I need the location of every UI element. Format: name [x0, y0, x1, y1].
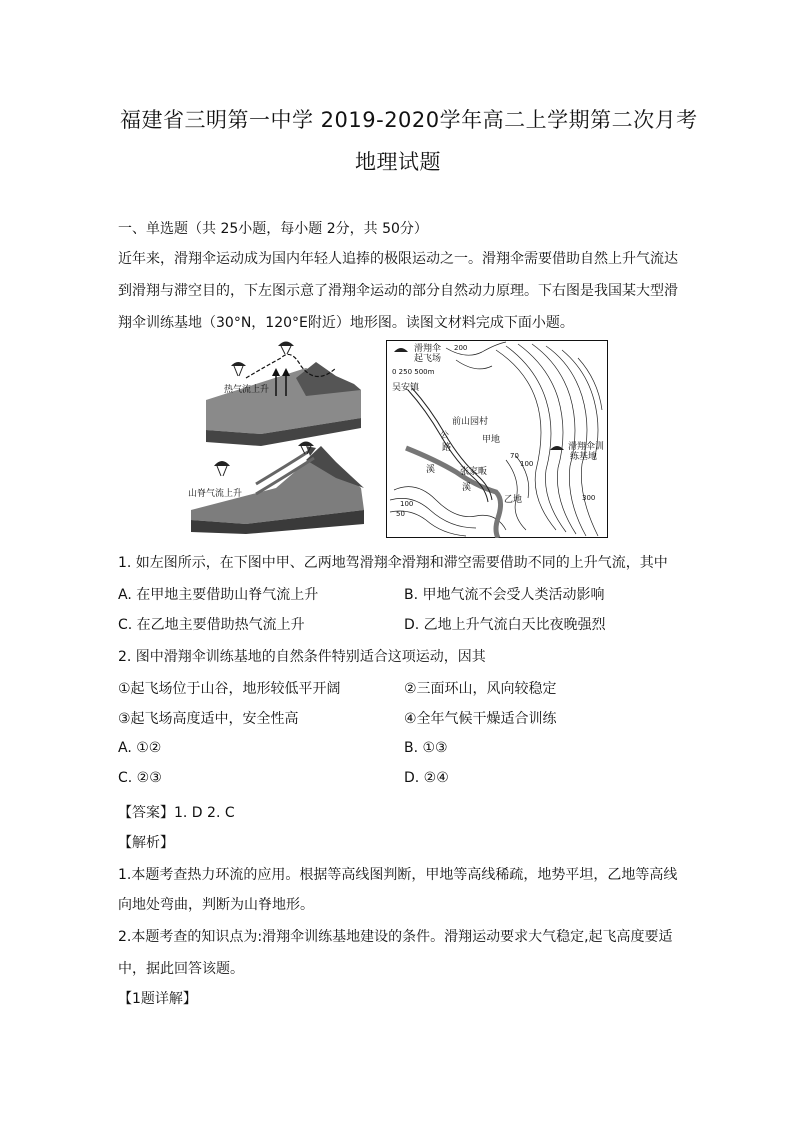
label-base-2: 练基地	[570, 452, 598, 462]
thermal-terrain-illustration	[206, 354, 361, 446]
detail-heading: 【1题详解】	[118, 991, 197, 1007]
label-road-1: 公	[440, 431, 450, 441]
intro-line-2: 到滑翔与滞空目的，下左图示意了滑翔伞运动的部分自然动力原理。下右图是我国某大型滑	[118, 283, 678, 299]
q1-option-d: D. 乙地上升气流白天比夜晚强烈	[404, 617, 606, 633]
q2-stem: 2. 图中滑翔伞训练基地的自然条件特别适合这项运动，因其	[118, 649, 486, 665]
label-ridge: 山脊气流上升	[188, 489, 243, 499]
contour-label: 50	[396, 510, 405, 518]
contour-label: 200	[454, 344, 468, 352]
q2-statement-4: ④全年气候干燥适合训练	[404, 711, 557, 727]
label-yi: 乙地	[504, 495, 523, 505]
contour-label: 100	[520, 460, 534, 468]
analysis-p2-line2: 中，据此回答该题。	[118, 961, 244, 977]
q1-option-a: A. 在甲地主要借助山脊气流上升	[118, 587, 319, 603]
section-heading: 一、单选题（共 25小题，每小题 2分，共 50分）	[118, 221, 428, 237]
answer-line: 【答案】1. D 2. C	[118, 805, 235, 821]
contour-label: 300	[582, 494, 596, 502]
label-base-1: 滑翔伞训	[568, 442, 605, 452]
paraglider-icon	[214, 461, 230, 476]
analysis-heading: 【解析】	[118, 835, 174, 851]
analysis-p1-line2: 向地处弯曲，判断为山脊地形。	[118, 897, 314, 913]
q2-option-b: B. ①③	[404, 740, 448, 756]
q2-statement-3: ③起飞场高度适中，安全性高	[118, 711, 299, 727]
q2-statement-2: ②三面环山，风向较稳定	[404, 681, 557, 697]
paraglider-icon	[231, 362, 246, 376]
figure-airflow-diagram	[186, 338, 374, 534]
page-subtitle: 地理试题	[355, 150, 441, 174]
svg-text:起飞场: 起飞场	[414, 354, 442, 364]
svg-text:0 250 500m: 0 250 500m	[392, 368, 435, 376]
contour-label: 100	[400, 500, 414, 508]
paraglider-icon	[278, 342, 294, 355]
q2-statement-1: ①起飞场位于山谷，地形较低平开阔	[118, 681, 341, 697]
q1-option-b: B. 甲地气流不会受人类活动影响	[404, 587, 605, 603]
q2-option-a: A. ①②	[118, 740, 162, 756]
label-road-2: 路	[442, 443, 452, 453]
label-jia: 甲地	[482, 435, 501, 445]
q1-option-c: C. 在乙地主要借助热气流上升	[118, 617, 305, 633]
q2-option-c: C. ②③	[118, 770, 162, 786]
label-stream-2: 溪	[462, 483, 472, 493]
intro-line-3: 翔伞训练基地（30°N，120°E附近）地形图。读图文材料完成下面小题。	[118, 315, 574, 331]
label-stream-1: 溪	[426, 465, 436, 475]
contour-label: 70	[510, 452, 519, 460]
analysis-p1-line1: 1.本题考查热力环流的应用。根据等高线图判断，甲地等高线稀疏，地势平坦，乙地等高线	[118, 867, 678, 883]
analysis-p2-line1: 2.本题考查的知识点为:滑翔伞训练基地建设的条件。滑翔运动要求大气稳定,起飞高度要适	[118, 929, 673, 945]
label-zhang: 张家畈	[460, 467, 488, 477]
label-town: 吴安镇	[392, 383, 420, 393]
intro-line-1: 近年来，滑翔伞运动成为国内年轻人追捧的极限运动之一。滑翔伞需要借助自然上升气流达	[118, 251, 678, 267]
label-thermal: 热气流上升	[224, 385, 270, 395]
label-village: 前山园村	[452, 417, 489, 427]
q2-option-d: D. ②④	[404, 770, 449, 786]
figure-contour-map	[386, 340, 608, 538]
q1-stem: 1. 如左图所示，在下图中甲、乙两地驾滑翔伞滑翔和滞空需要借助不同的上升气流，其中	[118, 555, 668, 571]
page-title: 福建省三明第一中学 2019-2020学年高二上学期第二次月考	[120, 108, 698, 132]
svg-text:滑翔伞: 滑翔伞	[414, 344, 442, 354]
